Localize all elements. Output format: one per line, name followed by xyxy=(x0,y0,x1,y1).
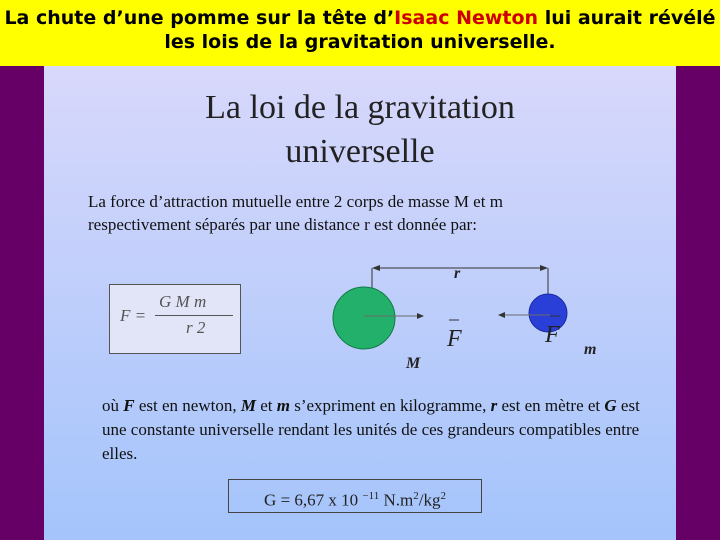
gravitation-diagram xyxy=(314,254,624,394)
formula-numerator: G M m xyxy=(159,292,207,311)
big-mass-circle xyxy=(333,287,395,349)
explain-var-M: M xyxy=(240,396,256,415)
intro-line1: La force d’attraction mutuelle entre 2 corps de masse M et m xyxy=(88,192,503,211)
g-value-unit: N.m xyxy=(379,490,414,510)
explain-text-2: est en newton, xyxy=(134,396,241,415)
slide-title-line1: La loi de la gravitation xyxy=(205,89,515,126)
force-arrowhead-left xyxy=(417,313,424,319)
explain-var-r: r xyxy=(490,396,498,415)
intro-line2: respectivement séparés par une distance r est donnée par: xyxy=(88,215,477,234)
explanation-text xyxy=(102,394,652,466)
formula-denominator: r 2 xyxy=(186,318,206,337)
banner-text-after: lui aurait révélé les lois de la gravitation universelle. xyxy=(164,7,716,53)
banner-highlight: Isaac Newton xyxy=(394,7,539,29)
explain-text-5: est en mètre et xyxy=(497,396,605,415)
formula-fraction-bar xyxy=(155,315,233,316)
mass-label-small: m xyxy=(584,341,597,358)
distance-arrow-right xyxy=(540,265,548,271)
force-arrowhead-right xyxy=(498,312,505,318)
g-value-unit2-exponent: 2 xyxy=(440,490,446,502)
explain-text-1: où xyxy=(102,396,124,415)
slide xyxy=(44,66,676,540)
force-label-left: F xyxy=(447,326,462,352)
slide-title xyxy=(44,86,676,174)
banner-text-before: La chute d’une pomme sur la tête d’ xyxy=(4,7,395,29)
g-value-unit-exponent: 2 xyxy=(413,490,419,502)
g-value-exponent: −11 xyxy=(362,490,380,502)
force-label-right: F xyxy=(545,322,560,348)
formula-lhs: F = xyxy=(120,306,147,325)
page-banner xyxy=(0,0,720,66)
distance-arrow-left xyxy=(372,265,380,271)
slide-title-line2: universelle xyxy=(285,133,435,170)
explain-text-3: et xyxy=(255,396,277,415)
intro-text xyxy=(88,190,628,236)
explain-var-F: F xyxy=(123,396,135,415)
g-value-unit2: /kg xyxy=(418,490,441,510)
formula-box xyxy=(109,284,241,354)
distance-label: r xyxy=(454,265,461,282)
explain-text-6: est une constante universelle rendant les unités de ces grandeurs compatibles entre elles. xyxy=(102,396,640,463)
explain-text-4: s’expriment en kilogramme, xyxy=(289,396,491,415)
explain-var-m: m xyxy=(276,396,290,415)
mass-label-big: M xyxy=(406,355,421,372)
gravitational-constant-box xyxy=(228,479,482,513)
explain-var-G: G xyxy=(604,396,617,415)
g-value-prefix: G = 6,67 x 10 xyxy=(264,490,363,510)
